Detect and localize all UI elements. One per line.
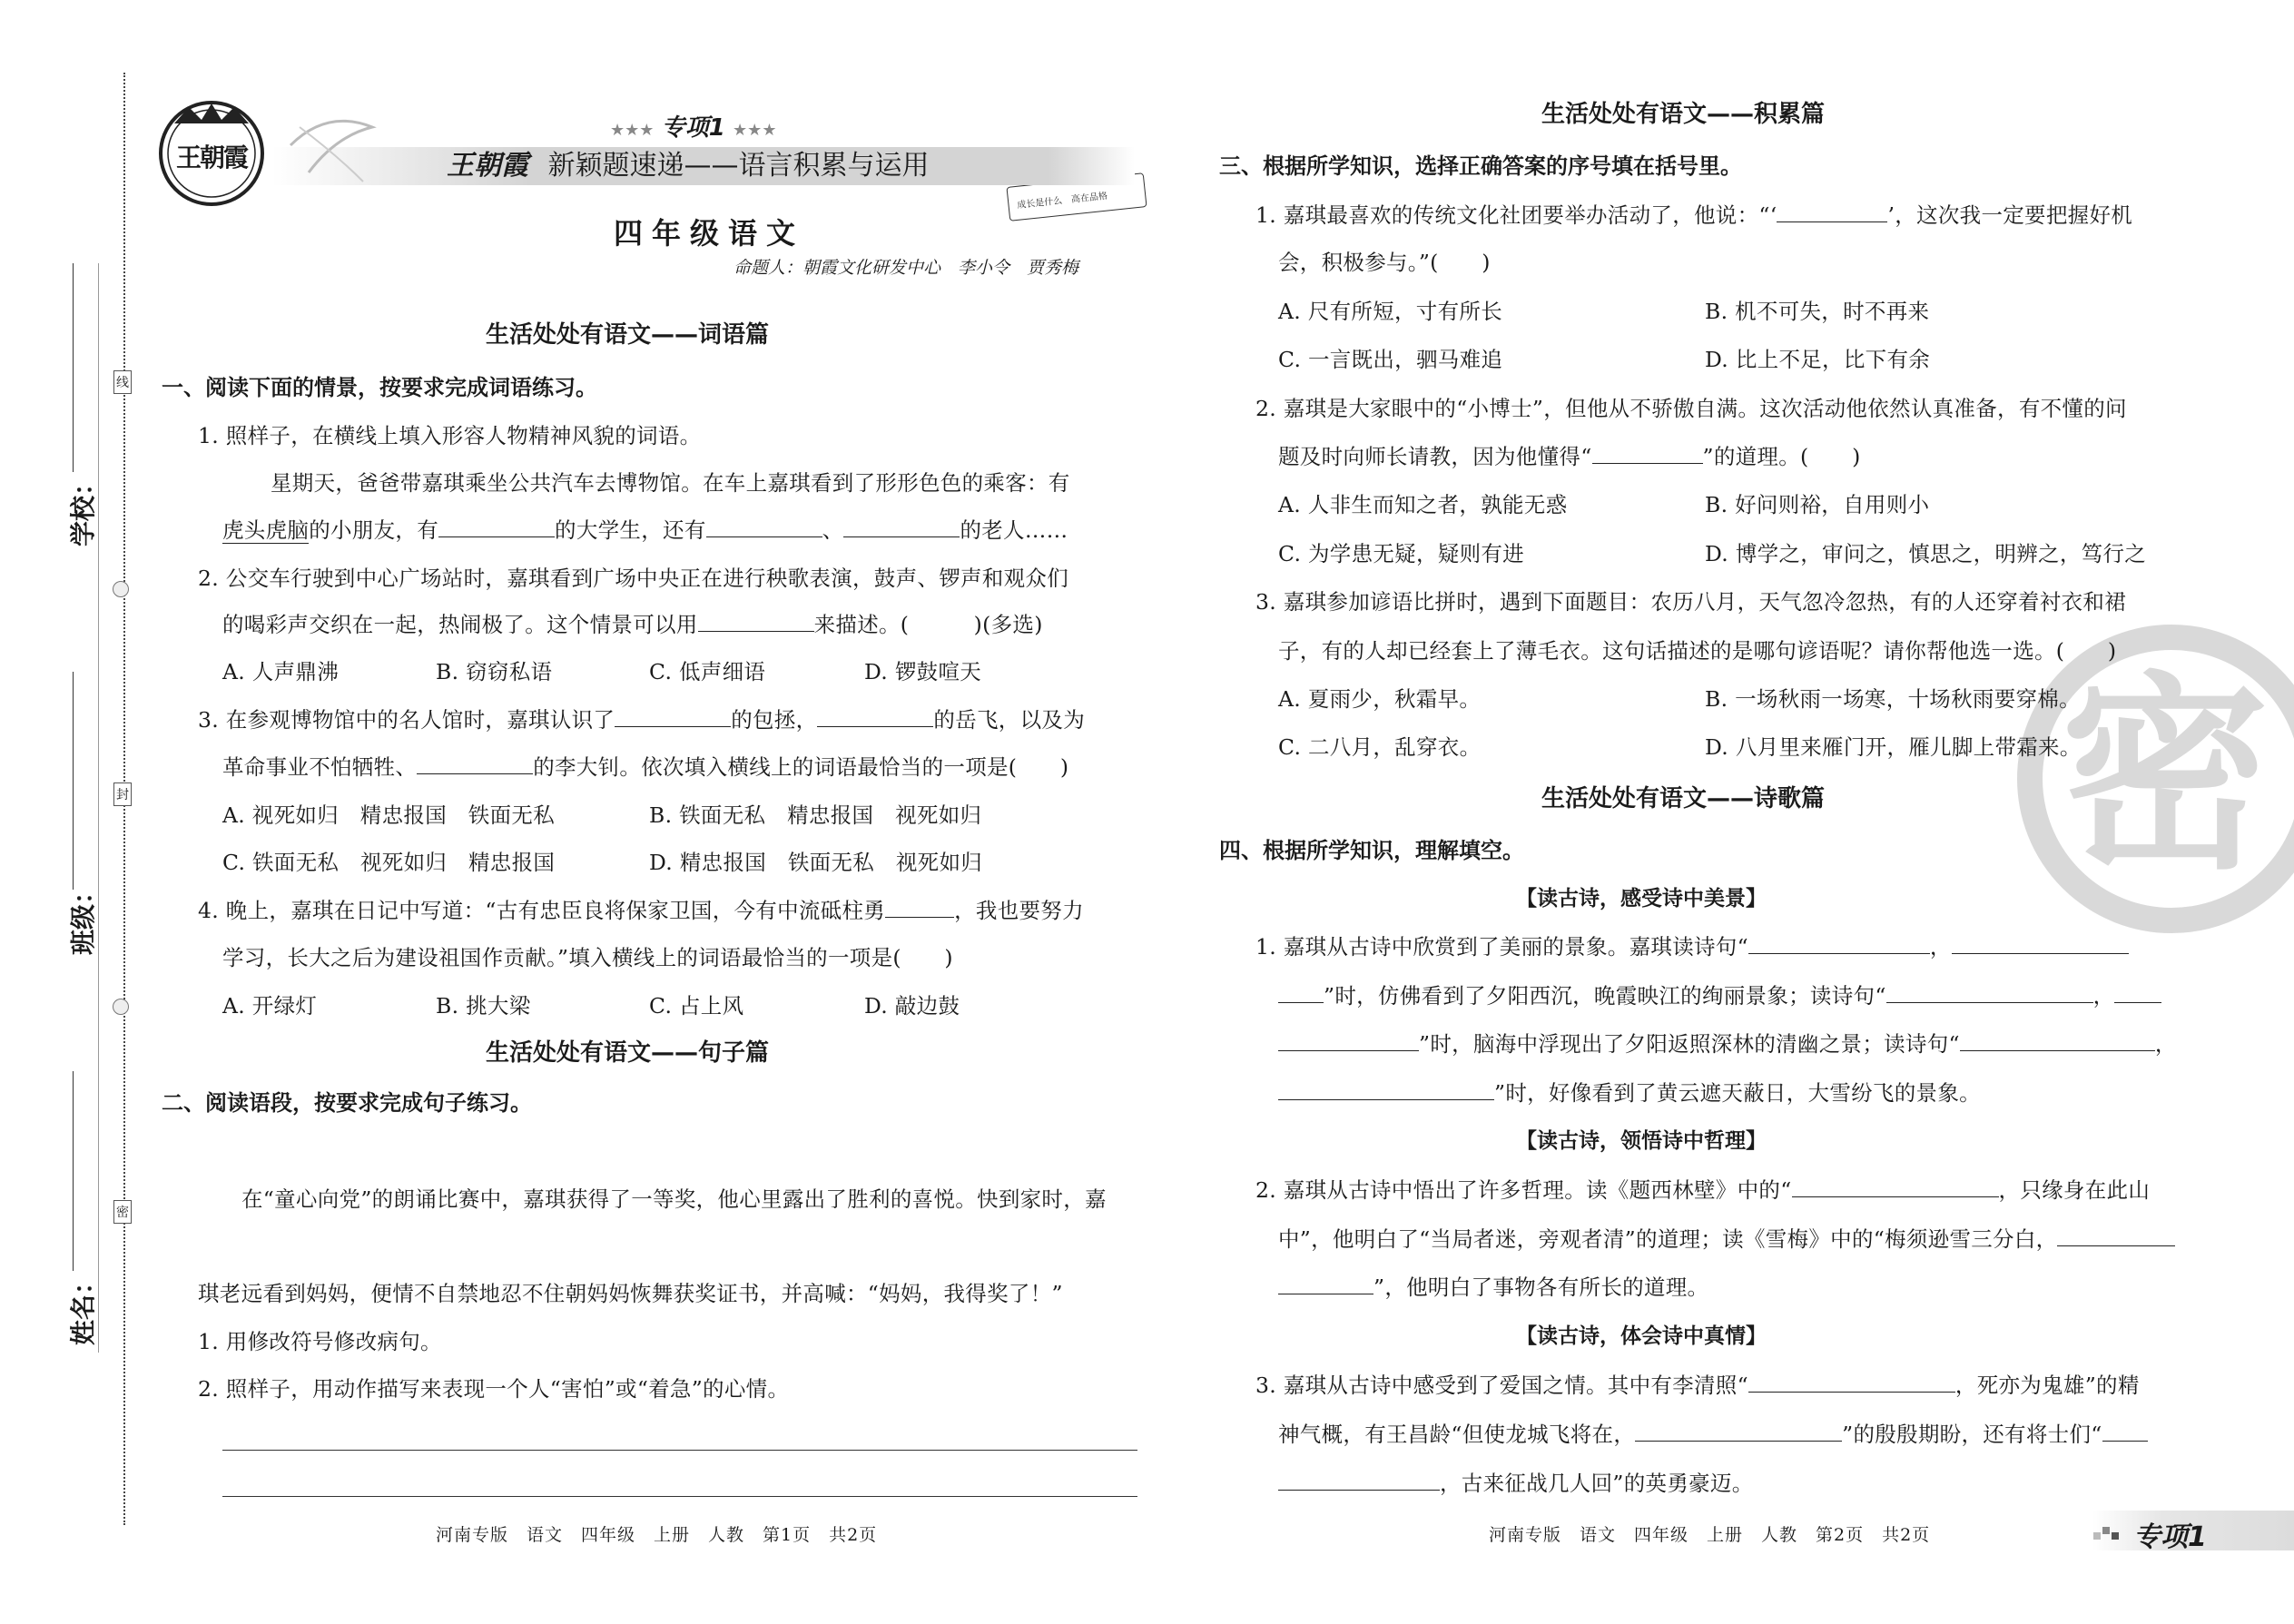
q4-option-c[interactable]: C. 占上风: [649, 993, 744, 1019]
q4-option-b[interactable]: B. 挑大梁: [436, 993, 531, 1019]
r2-option-b[interactable]: B. 好问则裕，自用则小: [1705, 492, 1930, 517]
q3-text: 3. 在参观博物馆中的名人馆时，嘉琪认识了: [198, 707, 615, 733]
q3-blank-1[interactable]: [615, 706, 731, 727]
p3-blank-1[interactable]: [1748, 1372, 1955, 1393]
q3-text: 的岳飞，以及为: [933, 707, 1086, 733]
q1-text: 的大学生，还有: [555, 517, 706, 543]
r1-option-d[interactable]: D. 比上不足，比下有余: [1705, 347, 1931, 372]
r3-option-d[interactable]: D. 八月里来雁门开，雁儿脚上带霜来。: [1705, 734, 2082, 760]
p3-text: ，死亦为鬼雄”的精: [1954, 1373, 2140, 1398]
q4-option-d[interactable]: D. 敲边鼓: [864, 993, 960, 1019]
p2-blank-1[interactable]: [1792, 1176, 1999, 1197]
q3-blank-2[interactable]: [817, 706, 933, 727]
watermark-seal: [2017, 625, 2294, 933]
logo-text: 王朝霞: [175, 143, 247, 172]
q3-text: 革命事业不怕牺牲、: [222, 754, 418, 780]
logo-ribbon-text: 成长是什么 高在品格: [1016, 191, 1108, 212]
q3-text: 的李大钊。依次填入横线上的词语最恰当的一项是( ): [533, 754, 1069, 780]
q4-blank[interactable]: [885, 897, 954, 918]
r1-line2: 会，积极参与。”( ): [1278, 250, 1491, 275]
r2-option-c[interactable]: C. 为学患无疑，疑则有进: [1278, 541, 1524, 566]
p2-text: 2. 嘉琪从古诗中悟出了许多哲理。读《题西林壁》中的“: [1255, 1177, 1792, 1203]
ribbon-decoration-icon: [272, 91, 381, 194]
p1-text: ，: [2092, 983, 2115, 1009]
r1-line1: [1255, 202, 2132, 229]
title-rest: 新颖题速递——语言积累与运用: [547, 150, 930, 182]
r3-option-c[interactable]: C. 二八月，乱穿衣。: [1278, 734, 1482, 760]
q3-option-d[interactable]: D. 精忠报国 铁面无私 视死如归: [649, 850, 983, 875]
name-label: 姓名：: [68, 1268, 99, 1346]
r1-text: ’，这次我一定要把握好机: [1887, 202, 2133, 228]
p1-line1: [1255, 933, 2129, 960]
q1-line2: [222, 517, 1068, 544]
example-word: 虎头虎脑: [222, 517, 310, 543]
q1-line1: 星期天，爸爸带嘉琪乘坐公共汽车去博物馆。在车上嘉琪看到了形形色色的乘客：有: [271, 470, 1070, 496]
section-accumulation-title: 生活处处有语文——积累篇: [1541, 101, 1826, 128]
p3-text: ，古来征战几人回”的英勇豪迈。: [1440, 1471, 1754, 1496]
p3-blank-3[interactable]: [2102, 1421, 2148, 1442]
project-label: 专项1: [661, 114, 725, 142]
p3-text: ”的殷殷期盼，还有将士们“: [1842, 1422, 2102, 1447]
q2-line2: [222, 611, 1043, 638]
section-words-title: 生活处处有语文——词语篇: [486, 321, 770, 349]
brand-name: 王朝霞: [447, 150, 528, 182]
binding-ring-icon: [113, 581, 129, 597]
p2-blank-3[interactable]: [1278, 1274, 1373, 1294]
q4-option-a[interactable]: A. 开绿灯: [222, 993, 318, 1019]
section-sentences-title: 生活处处有语文——句子篇: [486, 1039, 770, 1067]
q2-option-d[interactable]: D. 锣鼓喧天: [864, 659, 982, 684]
q4-line2: 学习，长大之后为建设祖国作贡献。”填入横线上的词语最恰当的一项是( ): [222, 945, 953, 970]
q2-option-b[interactable]: B. 窃窃私语: [436, 659, 553, 684]
watermark-char: 密: [2061, 655, 2270, 898]
q3-blank-3[interactable]: [417, 753, 533, 774]
q2-option-a[interactable]: A. 人声鼎沸: [222, 659, 340, 684]
grade-title: 四年级语文: [614, 216, 805, 251]
q2-text: 的喝彩声交织在一起，热闹极了。这个情景可以用: [222, 612, 698, 637]
p1-blank-7[interactable]: [1960, 1030, 2155, 1051]
r2-line1: 2. 嘉琪是大家眼中的“小博士”，但他从不骄傲自满。这次活动他依然认真准备，有不懂的问: [1255, 396, 2127, 421]
q2-blank[interactable]: [698, 611, 814, 632]
p1-blank-2[interactable]: [1952, 933, 2129, 954]
r3-line2: 子，有的人却已经套上了薄毛衣。这句话描述的是哪句谚语呢？请你帮他选一选。( ): [1278, 638, 2117, 664]
r1-blank[interactable]: [1777, 202, 1887, 222]
q3-line2: [222, 753, 1068, 781]
subheading-emotion: 【读古诗，体会诗中真情】: [1516, 1324, 1767, 1348]
paragraph-line2: 琪老远看到妈妈，便情不自禁地忍不住朝妈妈恢舞获奖证书，并高喊：“妈妈，我得奖了！”: [198, 1281, 1063, 1306]
class-field[interactable]: [64, 672, 100, 980]
r1-option-c[interactable]: C. 一言既出，驷马难追: [1278, 347, 1503, 372]
p1-text: 1. 嘉琪从古诗中欣赏到了美丽的景象。嘉琪读诗句“: [1255, 934, 1748, 960]
p2-blank-2[interactable]: [2057, 1225, 2175, 1246]
section-poetry-title: 生活处处有语文——诗歌篇: [1541, 785, 1826, 812]
footer-right: 河南专版 语文 四年级 上册 人教 第2页 共2页: [1489, 1525, 1931, 1545]
q3-line1: [198, 706, 1085, 733]
r2-option-d[interactable]: D. 博学之，审问之，慎思之，明辨之，笃行之: [1705, 541, 2147, 566]
p2-line2: [1278, 1225, 2175, 1253]
q1-blank-1[interactable]: [438, 517, 555, 537]
sentence-task-1: 1. 用修改符号修改病句。: [198, 1329, 442, 1354]
q3-option-a[interactable]: A. 视死如归 精忠报国 铁面无私: [222, 802, 556, 828]
r1-option-a[interactable]: A. 尺有所短，寸有所长: [1278, 299, 1503, 324]
name-field[interactable]: [64, 1071, 100, 1371]
part3-heading: 三、根据所学知识，选择正确答案的序号填在括号里。: [1219, 153, 1742, 179]
r2-blank[interactable]: [1592, 443, 1703, 464]
page-title: [447, 149, 930, 183]
q1-prompt: 1. 照样子，在横线上填入形容人物精神风貌的词语。: [198, 423, 702, 448]
school-label: 学校：: [68, 469, 99, 547]
p2-text: ，只缘身在此山: [1998, 1177, 2151, 1203]
r2-text: 题及时向师长请教，因为他懂得“: [1278, 444, 1592, 469]
p1-text: ，: [1929, 934, 1952, 960]
answer-line-1[interactable]: [222, 1450, 1137, 1451]
p1-text: ”时，仿佛看到了夕阳西沉，晚霞映江的绚丽景象；读诗句“: [1324, 983, 1886, 1009]
p3-blank-4[interactable]: [1278, 1470, 1440, 1491]
part2-heading: 二、阅读语段，按要求完成句子练习。: [162, 1090, 532, 1116]
p3-blank-2[interactable]: [1635, 1421, 1842, 1442]
q3-option-b[interactable]: B. 铁面无私 精忠报国 视死如归: [649, 802, 982, 828]
r2-text: ”的道理。( ): [1702, 444, 1861, 469]
brand-logo: [156, 98, 267, 209]
q2-line1: 2. 公交车行驶到中心广场站时，嘉琪看到广场中央正在进行秧歌表演，鼓声、锣声和观众们: [198, 566, 1068, 591]
p1-line4: [1278, 1079, 1981, 1107]
project-line: [610, 109, 776, 143]
part4-heading: 四、根据所学知识，理解填空。: [1219, 838, 1524, 863]
q4-line1: [198, 897, 1084, 924]
q1-text: 的老人……: [960, 517, 1068, 543]
p1-text: ”时，脑海中浮现出了夕阳返照深林的清幽之景；读诗句“: [1419, 1031, 1960, 1057]
q2-text: 来描述。( )(多选): [813, 612, 1043, 637]
p3-text: 神气概，有王昌龄“但使龙城飞将在，: [1278, 1422, 1636, 1447]
r2-line2: [1278, 443, 1861, 470]
sentence-task-2: 2. 照样子，用动作描写来表现一个人“害怕”或“着急”的心情。: [198, 1376, 790, 1402]
binding-ring-icon: [113, 999, 129, 1015]
class-label: 班级：: [68, 878, 99, 956]
r3-option-a[interactable]: A. 夏雨少，秋霜早。: [1278, 686, 1482, 712]
p3-line2: [1278, 1421, 2148, 1448]
school-field[interactable]: [64, 263, 100, 572]
p1-blank-5[interactable]: [2114, 982, 2161, 1003]
q1-blank-2[interactable]: [706, 517, 822, 537]
r1-option-b[interactable]: B. 机不可失，时不再来: [1705, 299, 1930, 324]
r1-text: 1. 嘉琪最喜欢的传统文化社团要举办活动了，他说：“‘: [1255, 202, 1777, 228]
p2-line1: [1255, 1176, 2150, 1204]
q4-text: ，我也要努力: [954, 898, 1084, 923]
q1-text: 的小朋友，有: [309, 517, 439, 543]
p1-line2: [1278, 982, 2161, 1009]
p1-blank-6[interactable]: [1278, 1030, 1419, 1051]
authors: 命题人：朝霞文化研发中心 李小令 贾秀梅: [733, 258, 1079, 278]
p1-blank-1[interactable]: [1748, 933, 1930, 954]
p2-line3: [1278, 1274, 1708, 1301]
r3-option-b[interactable]: B. 一场秋雨一场寒，十场秋雨要穿棉。: [1705, 686, 2081, 712]
tab-squares-icon: [2093, 1523, 2126, 1541]
p1-blank-3[interactable]: [1278, 982, 1324, 1003]
p3-line3: [1278, 1470, 1754, 1497]
p1-line3: [1278, 1030, 2177, 1058]
p3-line1: [1255, 1372, 2140, 1399]
q3-option-c[interactable]: C. 铁面无私 视死如归 精忠报国: [222, 850, 556, 875]
subheading-philosophy: 【读古诗，领悟诗中哲理】: [1516, 1129, 1767, 1153]
project-tab-label: 专项1: [2133, 1521, 2207, 1553]
footer-left: 河南专版 语文 四年级 上册 人教 第1页 共2页: [436, 1525, 878, 1545]
p1-blank-8[interactable]: [1278, 1079, 1494, 1100]
subheading-scenery: 【读古诗，感受诗中美景】: [1516, 887, 1767, 910]
p1-text: ，: [2154, 1031, 2177, 1057]
q4-text: 4. 晚上，嘉琪在日记中写道：“古有忠臣良将保家卫国，今有中流砥柱勇: [198, 898, 886, 923]
p1-text: ”时，好像看到了黄云遮天蔽日，大雪纷飞的景象。: [1494, 1080, 1981, 1106]
p2-text: ”，他明白了事物各有所长的道理。: [1373, 1275, 1709, 1300]
q3-text: 的包拯，: [731, 707, 818, 733]
stars-left: ★★★: [610, 121, 655, 140]
q1-text: 、: [822, 517, 844, 543]
q2-option-c[interactable]: C. 低声细语: [649, 659, 766, 684]
stars-right: ★★★: [733, 121, 777, 140]
q1-blank-3[interactable]: [843, 517, 960, 537]
mark-feng: 封: [113, 782, 132, 806]
r3-line1: 3. 嘉琪参加谚语比拼时，遇到下面题目：农历八月，天气忽冷忽热，有的人还穿着衬衣和裙: [1255, 589, 2126, 615]
r2-option-a[interactable]: A. 人非生而知之者，孰能无惑: [1278, 492, 1568, 517]
mark-xian: 线: [113, 370, 132, 394]
p2-text: 中”，他明白了“当局者迷，旁观者清”的道理；读《雪梅》中的“梅须逊雪三分白，: [1278, 1226, 2058, 1252]
mark-mi: 密: [113, 1200, 132, 1224]
answer-line-2[interactable]: [222, 1496, 1137, 1497]
p3-text: 3. 嘉琪从古诗中感受到了爱国之情。其中有李清照“: [1255, 1373, 1748, 1398]
paragraph-line1: 在“童心向党”的朗诵比赛中，嘉琪获得了一等奖，他心里露出了胜利的喜悦。快到家时，嘉: [241, 1186, 1107, 1212]
part1-heading: 一、阅读下面的情景，按要求完成词语练习。: [162, 375, 597, 400]
p1-blank-4[interactable]: [1886, 982, 2093, 1003]
